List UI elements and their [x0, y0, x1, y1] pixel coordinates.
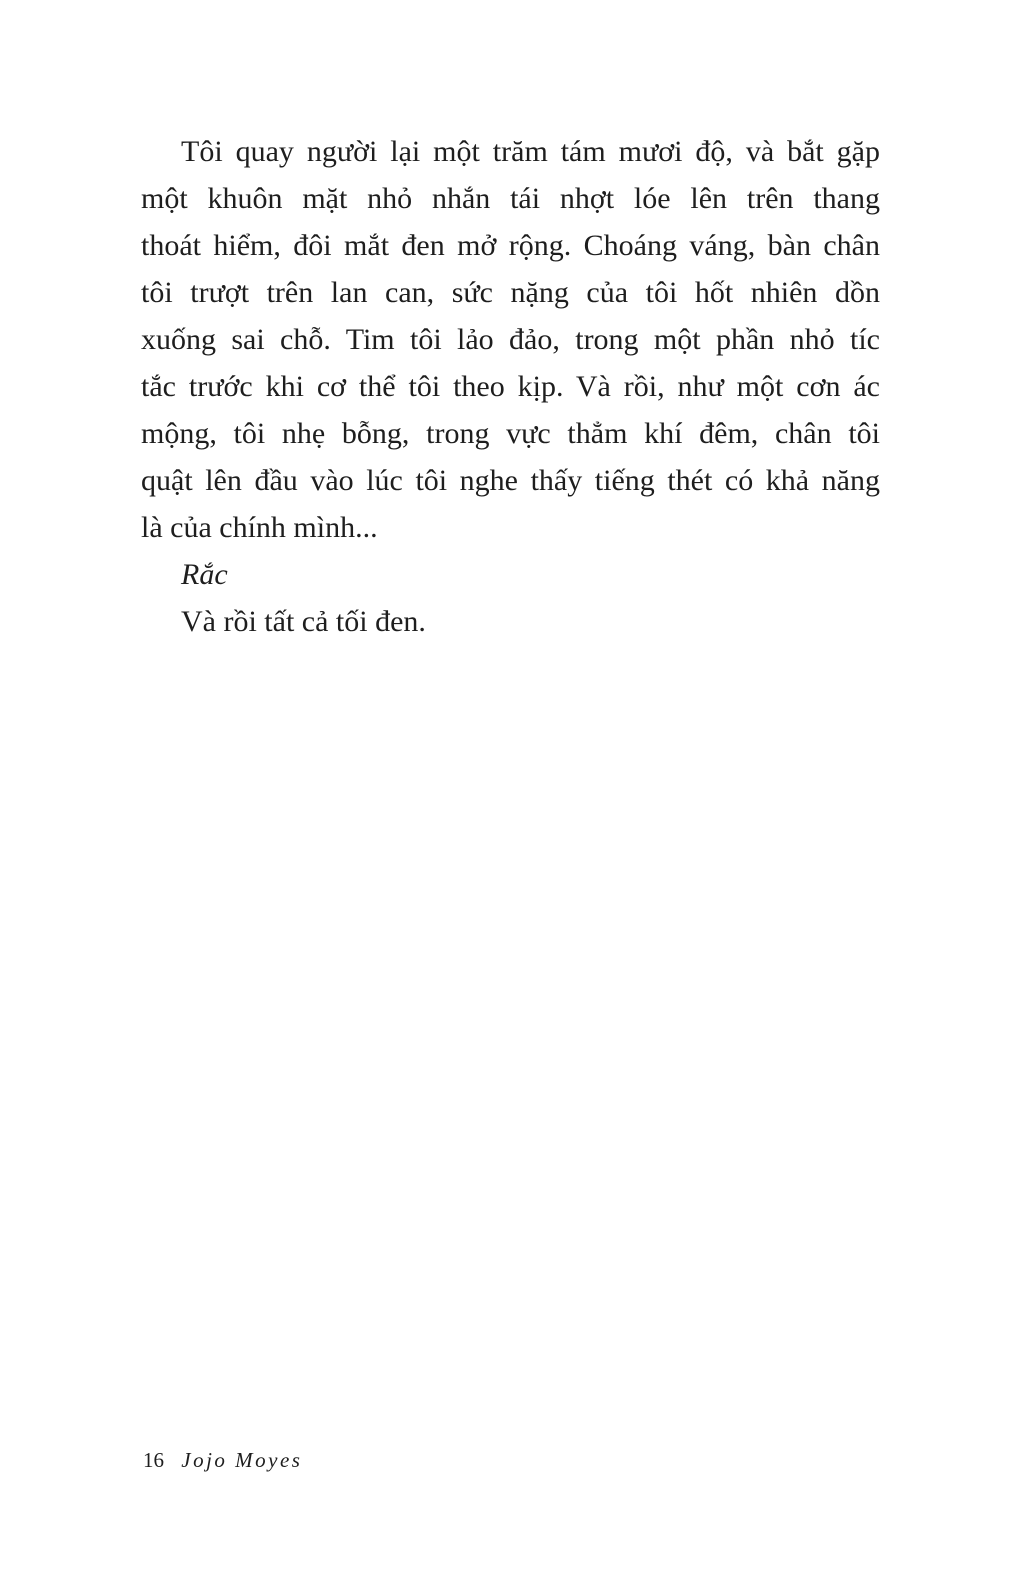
page-footer — [143, 1448, 302, 1473]
paragraph-line: là của chính mình... — [141, 511, 378, 544]
final-line: Và rồi tất cả tối đen. — [181, 605, 426, 638]
paragraph-line: thoát hiểm, đôi mắt đen mở rộng. Choáng váng, bàn chân — [141, 229, 880, 262]
paragraph-line: tắc trước khi cơ thể tôi theo kịp. Và rồi, như một cơn ác — [141, 370, 880, 403]
running-author: Jojo Moyes — [181, 1448, 303, 1472]
italic-line: Rắc — [181, 558, 228, 591]
paragraph-line: một khuôn mặt nhỏ nhắn tái nhợt lóe lên trên thang — [141, 182, 880, 215]
paragraph-line: mộng, tôi nhẹ bỗng, trong vực thẳm khí đêm, chân tôi — [141, 417, 880, 450]
body-text — [141, 128, 880, 645]
paragraph-line: Tôi quay người lại một trăm tám mươi độ, và bắt gặp — [181, 135, 880, 168]
paragraph-line: quật lên đầu vào lúc tôi nghe thấy tiếng thét có khả năng — [141, 464, 880, 497]
paragraph-line: tôi trượt trên lan can, sức nặng của tôi hốt nhiên dồn — [141, 276, 880, 309]
page-number: 16 — [143, 1448, 164, 1472]
paragraph-line: xuống sai chỗ. Tim tôi lảo đảo, trong một phần nhỏ tíc — [141, 323, 880, 356]
